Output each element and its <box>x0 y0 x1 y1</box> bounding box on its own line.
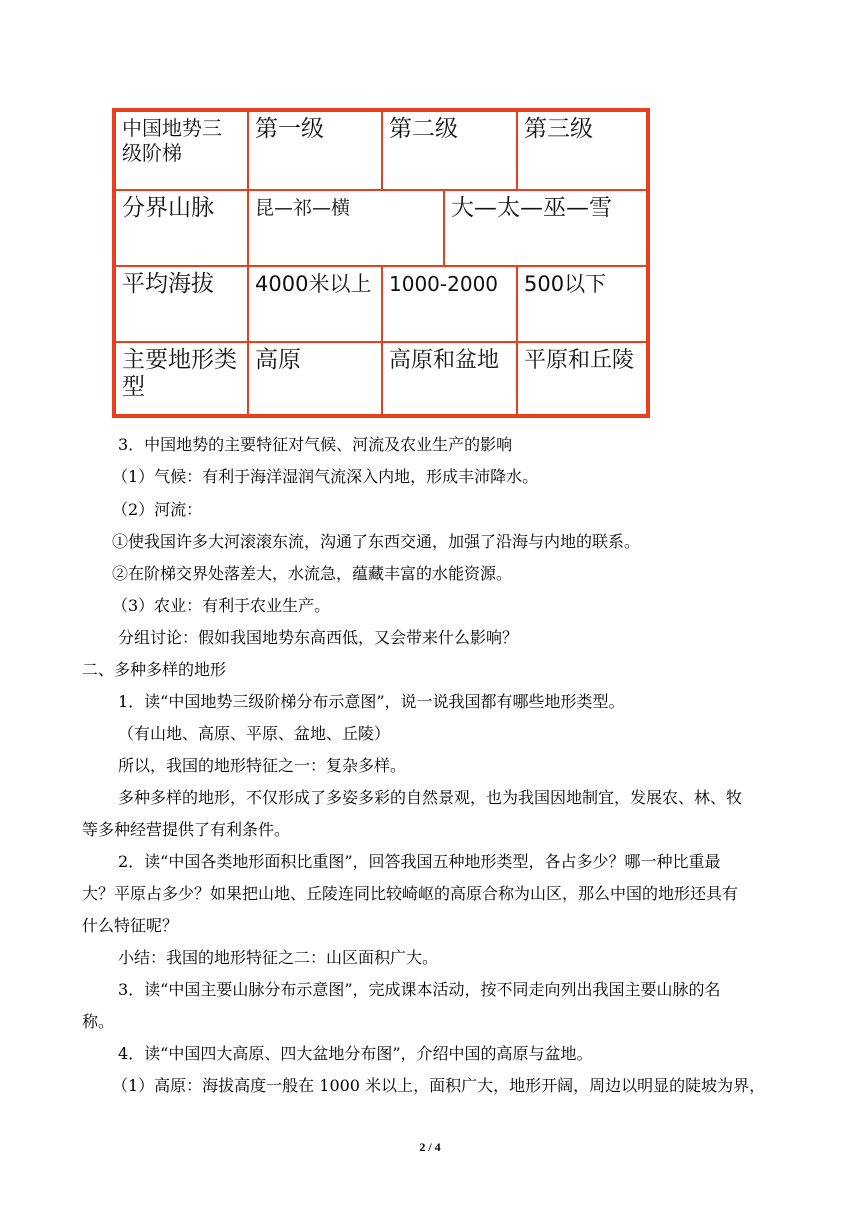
paragraph-line: 3．读“中国主要山脉分布示意图”，完成课本活动，按不同走向列出我国主要山脉的名 <box>118 980 721 999</box>
table-cell: 高原和盆地 <box>382 342 517 415</box>
page-number: 2 / 4 <box>419 1140 441 1154</box>
paragraph-line: （2）河流： <box>112 500 203 519</box>
paragraph-line: 称。 <box>82 1012 115 1031</box>
table-cell: 主要地形类型 <box>115 342 248 415</box>
paragraph-line: 所以，我国的地形特征之一：复杂多样。 <box>118 756 407 775</box>
table-cell: 第三级 <box>517 111 647 190</box>
paragraph-line: 等多种经营提供了有利条件。 <box>82 820 291 839</box>
paragraph-line: 3．中国地势的主要特征对气候、河流及农业生产的影响 <box>118 435 513 454</box>
paragraph-line: 分组讨论：假如我国地势东高西低，又会带来什么影响？ <box>118 628 519 647</box>
paragraph-line: 什么特征呢？ <box>82 916 179 935</box>
table-cell: 4000米以上 <box>248 266 382 342</box>
table-cell: 中国地势三级阶梯 <box>115 111 248 190</box>
table-cell: 昆—祁—横 <box>248 190 444 266</box>
paragraph-line: 大？平原占多少？如果把山地、丘陵连同比较崎岖的高原合称为山区，那么中国的地形还具有 <box>82 884 739 903</box>
table-cell: 500以下 <box>517 266 647 342</box>
table-cell: 大—太—巫—雪 <box>444 190 647 266</box>
paragraph-line: （3）农业：有利于农业生产。 <box>112 596 331 615</box>
paragraph-line: ①使我国许多大河滚滚东流，沟通了东西交通，加强了沿海与内地的联系。 <box>112 532 641 551</box>
table-cell: 平原和丘陵 <box>517 342 647 415</box>
table-cell: 分界山脉 <box>115 190 248 266</box>
table-cell: 1000-2000 <box>382 266 517 342</box>
table-cell: 第二级 <box>382 111 517 190</box>
paragraph-line: （1）高原：海拔高度一般在 1000 米以上，面积广大，地形开阔，周边以明显的陡坡为界， <box>112 1076 766 1095</box>
paragraph-line: 多种多样的地形，不仅形成了多姿多彩的自然景观，也为我国因地制宜，发展农、林、牧 <box>118 788 743 807</box>
paragraph-line: （1）气候：有利于海洋湿润气流深入内地，形成丰沛降水。 <box>112 467 539 486</box>
paragraph-line: 1．读“中国地势三级阶梯分布示意图”，说一说我国都有哪些地形类型。 <box>118 692 625 711</box>
paragraph-line: 4．读“中国四大高原、四大盆地分布图”，介绍中国的高原与盆地。 <box>118 1044 593 1063</box>
table-cell: 高原 <box>248 342 382 415</box>
section-heading: 二、多种多样的地形 <box>82 660 227 679</box>
table-cell: 平均海拔 <box>115 266 248 342</box>
paragraph-line: 2．读“中国各类地形面积比重图”，回答我国五种地形类型，各占多少？哪一种比重最 <box>118 852 721 871</box>
terrain-steps-table <box>112 108 650 418</box>
paragraph-line: （有山地、高原、平原、盆地、丘陵） <box>118 724 391 743</box>
paragraph-line: 小结：我国的地形特征之二：山区面积广大。 <box>118 948 439 967</box>
table-cell: 第一级 <box>248 111 382 190</box>
paragraph-line: ②在阶梯交界处落差大，水流急，蕴藏丰富的水能资源。 <box>112 564 513 583</box>
